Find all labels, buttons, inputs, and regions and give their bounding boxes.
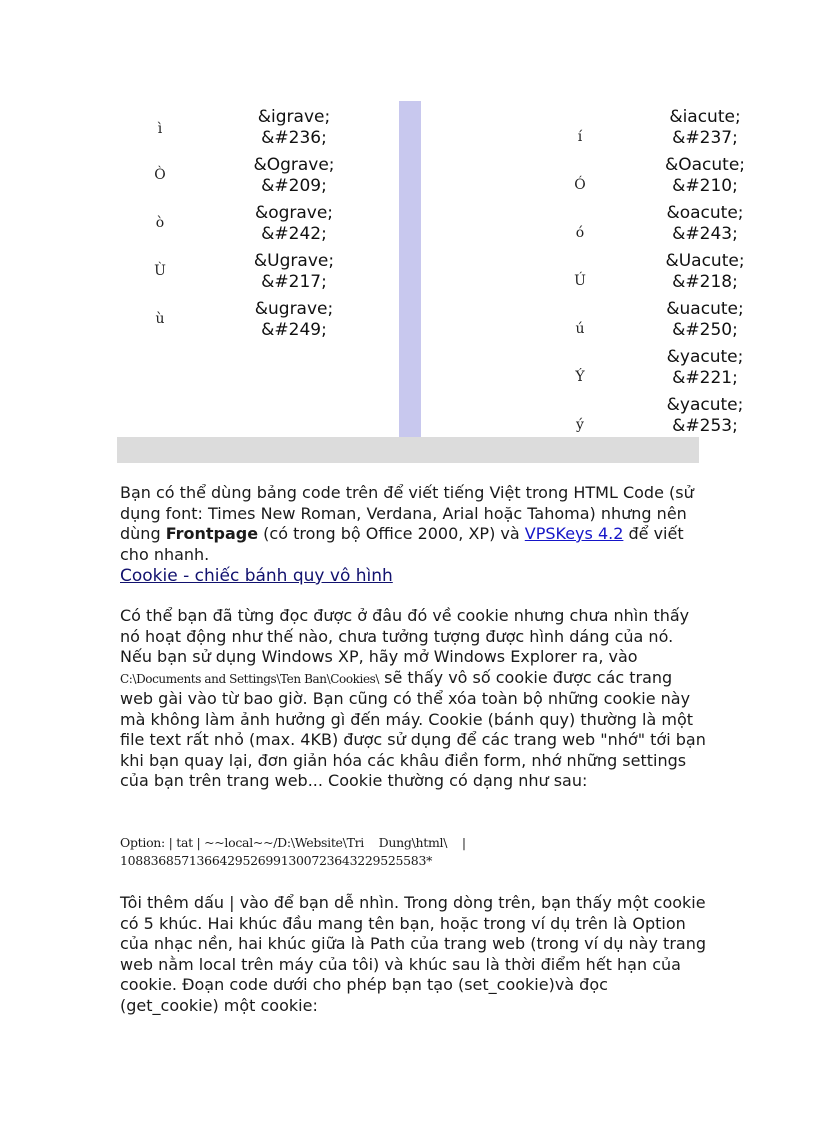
entity-code: &Uacute; &#218; bbox=[665, 251, 745, 292]
entity-code: &Ograve; &#209; bbox=[253, 155, 335, 196]
frontpage-bold: Frontpage bbox=[165, 524, 259, 543]
entity-char: ò bbox=[155, 215, 165, 231]
entity-char: ó bbox=[575, 225, 585, 241]
entity-column-left bbox=[117, 101, 399, 437]
entity-code: &yacute; &#253; bbox=[666, 395, 744, 436]
entity-code: &igrave; &#236; bbox=[257, 107, 331, 148]
entity-char: Ú bbox=[574, 273, 586, 289]
entity-char: ì bbox=[157, 121, 163, 137]
entity-row bbox=[117, 151, 399, 199]
entity-char: Ó bbox=[574, 177, 586, 193]
entity-row bbox=[117, 247, 399, 295]
entity-code: &ugrave; &#249; bbox=[254, 299, 334, 340]
cookie-example-line-2: 1088368571366429526991300723643229525583* bbox=[120, 853, 433, 868]
entity-code: &Ugrave; &#217; bbox=[253, 251, 335, 292]
entity-char: Ý bbox=[575, 369, 585, 385]
entity-row bbox=[421, 295, 744, 343]
entity-char: ù bbox=[155, 311, 165, 327]
entity-code: &Oacute; &#210; bbox=[664, 155, 746, 196]
cookie-explanation-paragraph: Tôi thêm dấu | vào để bạn dễ nhìn. Trong dòng trên, bạn thấy một cookie có 5 khúc. Hai khúc đầu mang tên bạn, hoặc trong ví dụ trên là Option của nhạc nền, hai khúc giữa là Path của trang web (trong ví dụ này trang web nằm local trên máy của tôi) và khúc sau là thời điểm hết hạn của cookie. Đoạn code dưới cho phép bạn tạo (set_cookie)và đọc (get_cookie) một cookie: bbox=[120, 893, 706, 1015]
column-divider bbox=[399, 101, 421, 437]
entity-char: ý bbox=[576, 417, 584, 433]
entity-code: &oacute; &#243; bbox=[666, 203, 744, 244]
entity-char: Ò bbox=[154, 167, 166, 183]
entity-code: &uacute; &#250; bbox=[666, 299, 744, 340]
cookie-section-link[interactable]: Cookie - chiếc bánh quy vô hình bbox=[120, 566, 393, 586]
entity-row bbox=[421, 103, 741, 151]
entity-code: &ograve; &#242; bbox=[254, 203, 334, 244]
entity-code: &iacute; &#237; bbox=[669, 107, 741, 148]
cookie-example-line-1: Option: | tat | ~~local~~/D:\Website\Tri Dung\html\ | bbox=[120, 835, 466, 850]
entity-char: í bbox=[577, 129, 583, 145]
entity-row bbox=[117, 103, 399, 151]
cookies-folder-path: C:\Documents and Settings\Ten Ban\Cookies\ bbox=[120, 671, 380, 686]
entity-char: Ù bbox=[154, 263, 166, 279]
vpskeys-link[interactable]: VPSKeys 4.2 bbox=[524, 524, 624, 543]
entity-column-right bbox=[421, 101, 746, 437]
entity-row bbox=[421, 199, 744, 247]
cookie-intro-paragraph: Có thể bạn đã từng đọc được ở đâu đó về cookie nhưng chưa nhìn thấy nó hoạt động như thế nào, chưa tưởng tượng được hình dáng của nó. Nếu bạn sử dụng Windows XP, hãy mở Windows Explorer ra, vào C:\Documents and Settings\Ten Ban\Cookies\ sẽ thấy vô số cookie được các trang web gài vào từ bao giờ. Bạn cũng có thể xóa toàn bộ những cookie này mà không làm ảnh hưởng gì đến máy. Cookie (bánh quy) thường là một file text rất nhỏ (max. 4KB) được sử dụng để các trang web "nhớ" tới bạn khi bạn quay lại, đơn giản hóa các khâu điền form, nhớ những settings của bạn trên trang web... Cookie thường có dạng như sau: bbox=[120, 606, 706, 790]
cookie-example bbox=[120, 834, 710, 870]
entity-row bbox=[117, 295, 399, 343]
entity-row bbox=[421, 343, 744, 391]
entity-table bbox=[117, 101, 746, 463]
table-footer-band bbox=[117, 437, 699, 463]
entity-row bbox=[421, 247, 745, 295]
entity-row bbox=[421, 391, 744, 439]
entity-row bbox=[117, 199, 399, 247]
entity-row bbox=[421, 151, 746, 199]
entity-char: ú bbox=[575, 321, 585, 337]
intro-paragraph: Bạn có thể dùng bảng code trên để viết tiếng Việt trong HTML Code (sử dụng font: Times New Roman, Verdana, Arial hoặc Tahoma) nhưng nên dùng Frontpage (có trong bộ Office 2000, XP) và VPSKeys 4.2 để viết cho nhanh. bbox=[120, 483, 694, 564]
section-heading bbox=[120, 566, 710, 587]
entity-code: &yacute; &#221; bbox=[666, 347, 744, 388]
